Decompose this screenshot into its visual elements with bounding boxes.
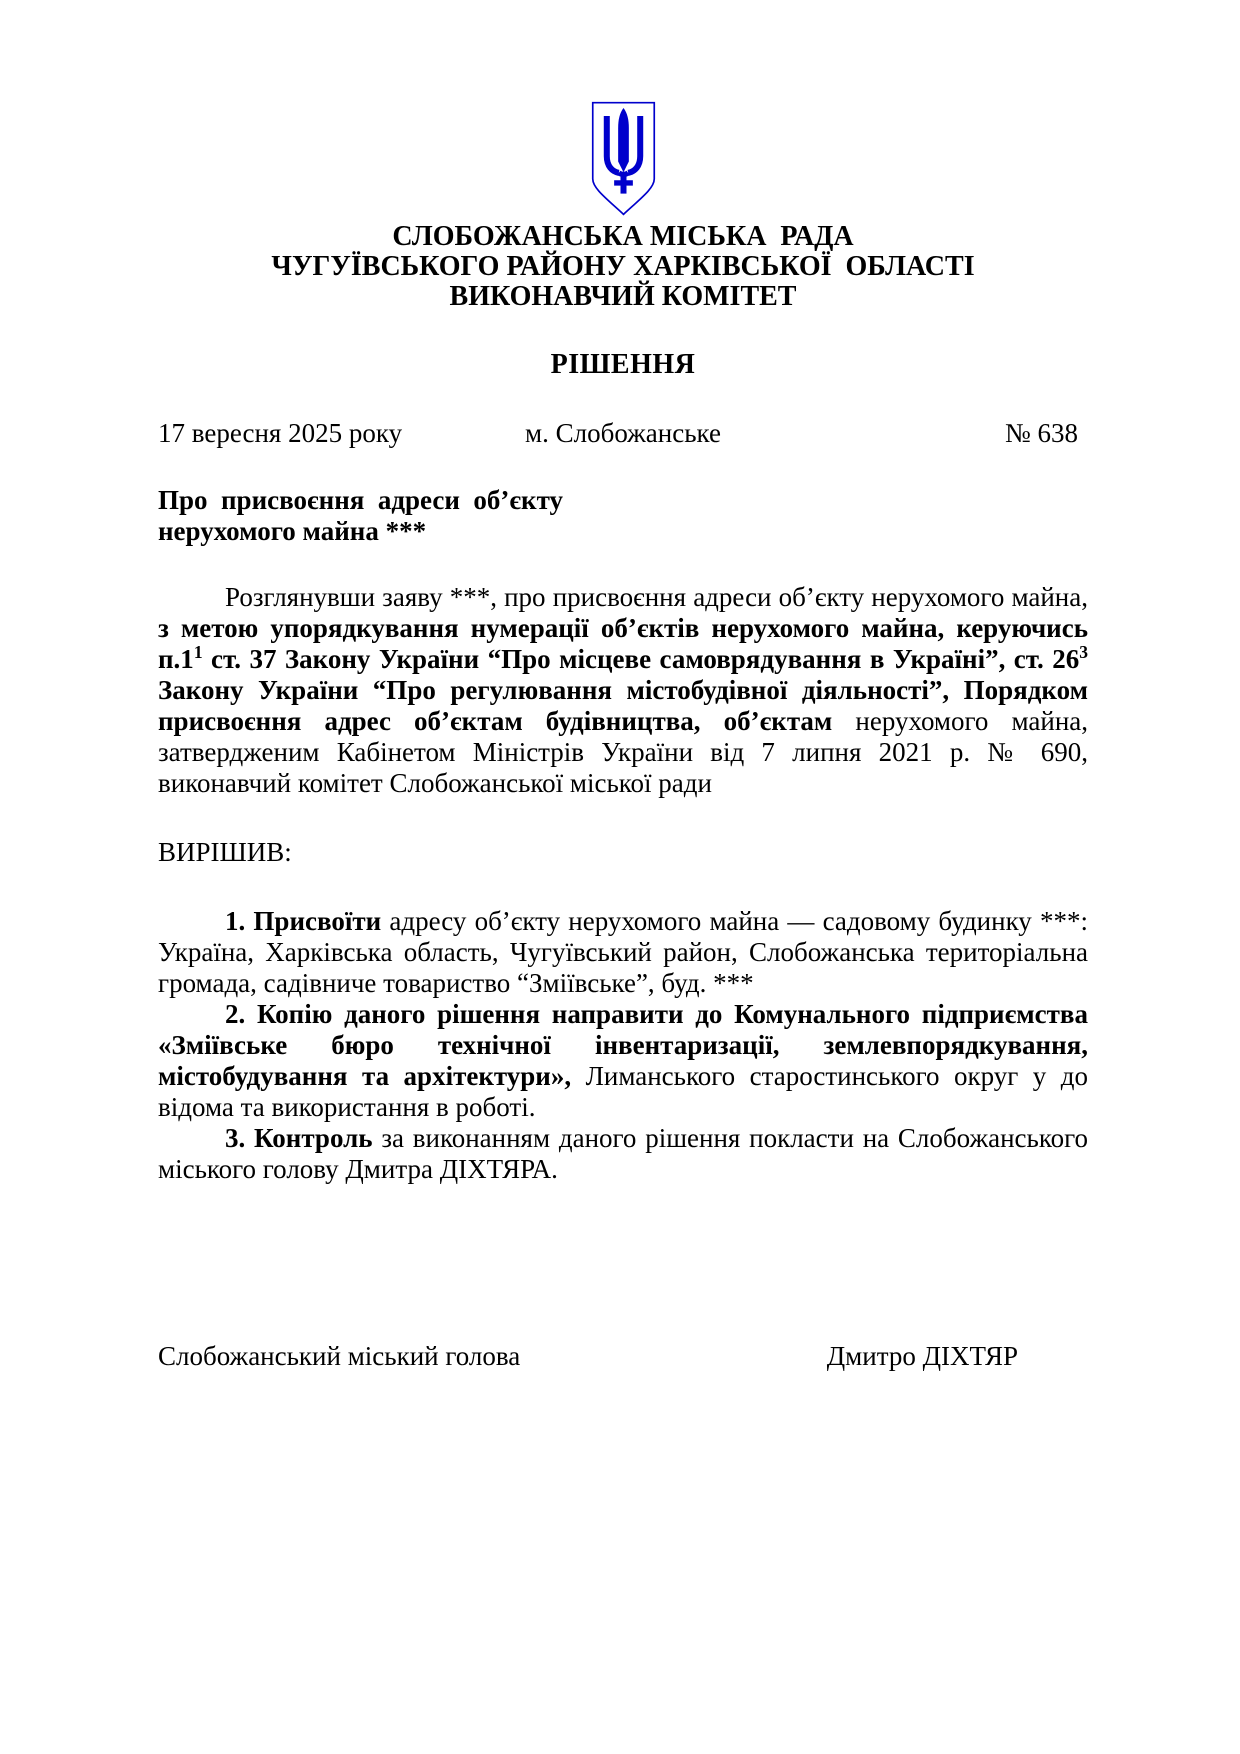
organization-header xyxy=(158,222,1088,312)
ukraine-trident-icon xyxy=(590,100,657,217)
subject-line1: Про присвоєння адреси об’єкту xyxy=(158,485,563,515)
preamble-paragraph: Розглянувши заяву ***, про присвоєння адреси об’єкту нерухомого майна, з метою упорядкування нумерації об’єктів нерухомого майна, керуючись $п.1^1$ ст. 37 Закону України “Про місцеве самоврядування в Україні”, ст. $26^3$ Закону України “Про регулювання містобудівної діяльності”, Порядком присвоєння адрес об’єктам будівництва, об’єктам нерухомого майна, затвердженим Кабінетом Міністрів України від 7 липня 2021 р. № 690, виконавчий комітет Слобожанської міської ради xyxy=(158,582,1089,798)
emblem-container xyxy=(158,100,1088,218)
resolved-label: ВИРІШИВ: xyxy=(158,837,292,867)
signatory-position: Слобожанський міський голова xyxy=(158,1341,521,1371)
document-number: № 638 xyxy=(1004,418,1078,448)
decision-item-3: 3. Контроль за виконанням даного рішення покласти на Слобожанського міського голову Дмитра ДІХТЯРА. xyxy=(158,1123,1089,1184)
decision-item-1: 1. Присвоїти адресу об’єкту нерухомого майна — садовому будинку ***: Україна, Харківська область, Чугуївський район, Слобожанська територіальна громада, садівниче товариство “Зміївське”, буд. *** xyxy=(158,906,1088,998)
org-name-line1: СЛОБОЖАНСЬКА МІСЬКА РАДА xyxy=(392,221,854,252)
meta-row xyxy=(158,418,1088,449)
document-date: 17 вересня 2025 року xyxy=(158,418,403,448)
org-name-line2: ЧУГУЇВСЬКОГО РАЙОНУ ХАРКІВСЬКОЇ ОБЛАСТІ xyxy=(271,251,975,282)
document-type-title: РІШЕННЯ xyxy=(550,349,696,380)
subject-line2: нерухомого майна *** xyxy=(158,516,427,546)
signatory-name: Дмитро ДІХТЯР xyxy=(826,1341,1018,1371)
document-place: м. Слобожанське xyxy=(525,418,721,448)
decision-item-2: 2. Копію даного рішення направити до Комунального підприємства «Зміївське бюро технічної інвентаризації, землевпорядкування, містобудування та архітектури», Лиманського старостинського округ у до відома та використання в роботі. xyxy=(158,999,1088,1122)
subject-block xyxy=(158,485,563,547)
signature-row xyxy=(158,1341,1088,1372)
decision-items xyxy=(158,906,1088,1185)
org-name-line3: ВИКОНАВЧИЙ КОМІТЕТ xyxy=(449,281,797,312)
